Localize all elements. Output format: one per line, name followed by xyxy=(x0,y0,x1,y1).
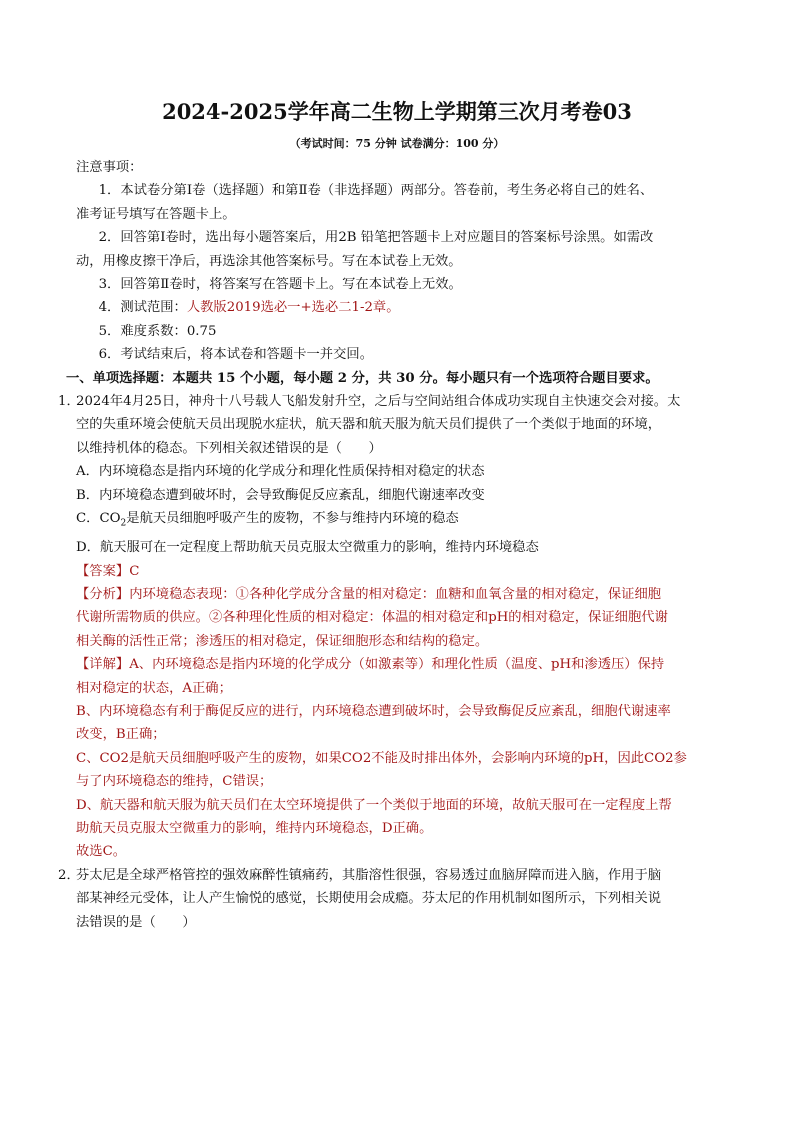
conclusion-line: 故选C。 xyxy=(76,844,127,860)
detail-line-a1 xyxy=(72,653,722,676)
detail-line-c1: C、CO2是航天员细胞呼吸产生的废物，如果CO2不能及时排出体外，会影响内环境的pH，因此CO2参 xyxy=(76,750,687,766)
option-c-text: C．CO xyxy=(76,511,121,527)
analysis-tag: 【分析】 xyxy=(76,586,130,602)
answer-tag: 【答案】 xyxy=(76,563,130,579)
detail-text: A、内环境稳态是指内环境的化学成分（如激素等）和理化性质（温度、pH和渗透压）保持 xyxy=(129,657,665,673)
exam-info: （考试时间：75 分钟 试卷满分：100 分） xyxy=(289,137,505,150)
detail-line-d1: D、航天器和航天服为航天员们在太空环境提供了一个类似于地面的环境，故航天服可在一定程度上帮 xyxy=(76,797,672,813)
option-d: D．航天服可在一定程度上帮助航天员克服太空微重力的影响，维持内环境稳态 xyxy=(76,540,539,556)
question-2-stem-line-2: 部某神经元受体，让人产生愉悦的感觉，长期使用会成瘾。芬太尼的作用机制如图所示，下列相关说 xyxy=(76,891,662,907)
question-number: 1． xyxy=(58,394,80,410)
notice-item-4-prefix: 4．测试范围： xyxy=(98,300,187,316)
notice-heading: 注意事项： xyxy=(76,160,143,175)
detail-line-a2: 相对稳定的状态，A正确； xyxy=(76,680,232,696)
question-number: 2． xyxy=(58,867,80,883)
notice-item-1: 1．本试卷分第Ⅰ卷（选择题）和第Ⅱ卷（非选择题）两部分。答卷前，考生务必将自己的姓名、 xyxy=(98,183,654,199)
analysis-text: 内环境稳态表现：①各种化学成分含量的相对稳定：血糖和血氧含量的相对稳定，保证细胞 xyxy=(129,586,662,602)
document-body xyxy=(58,156,722,934)
question-2-stem-line-3: 法错误的是（ ） xyxy=(76,914,196,930)
analysis-line-3: 相关酶的活性正常；渗透压的相对稳定，保证细胞形态和结构的稳定。 xyxy=(76,633,489,649)
question-2-stem-line: 芬太尼是全球严格管控的强效麻醉性镇痛药，其脂溶性很强，容易透过血脑屏障而进入脑，作用于脑 xyxy=(76,867,662,883)
notice-item-3: 3．回答第Ⅱ卷时，将答案写在答题卡上。写在本试卷上无效。 xyxy=(98,277,462,293)
detail-line-c2: 与了内环境稳态的维持，C错误； xyxy=(76,774,273,790)
detail-line-d2: 助航天员克服太空微重力的影响，维持内环境稳态，D正确。 xyxy=(76,821,433,837)
question-1-stem-line-3: 以维持机体的稳态。下列相关叙述错误的是（ ） xyxy=(76,440,382,456)
question-1 xyxy=(58,390,722,864)
answer-value: C xyxy=(129,563,140,579)
question-2 xyxy=(58,864,722,934)
question-1-stem-line: 2024年4月25日，神舟十八号载人飞船发射升空，之后与空间站组合体成功实现自主快速交会对接。太 xyxy=(76,394,681,410)
detail-line-b1: B、内环境稳态有利于酶促反应的进行，内环境稳态遭到破坏时，会导致酶促反应紊乱，细胞代谢速率 xyxy=(76,704,671,719)
analysis-line-1 xyxy=(72,583,722,606)
notice-item-5: 5．难度系数：0.75 xyxy=(98,323,217,339)
subscript: 2 xyxy=(120,518,127,529)
notice-item-6: 6．考试结束后，将本试卷和答题卡一并交回。 xyxy=(98,347,373,363)
question-1-stem xyxy=(58,390,722,413)
question-1-stem-line-2: 空的失重环境会使航天员出现脱水症状，航天器和航天服为航天员们提供了一个类似于地面的环境， xyxy=(76,417,662,433)
option-a: A．内环境稳态是指内环境的化学成分和理化性质保持相对稳定的状态 xyxy=(76,464,485,480)
detail-line-b2: 改变，B正确； xyxy=(76,727,166,743)
notice-item-2: 2．回答第Ⅰ卷时，选出每小题答案后，用2B 铅笔把答题卡上对应题目的答案标号涂黑。如需改 xyxy=(98,230,654,246)
option-c-text-rest: 是航天员细胞呼吸产生的废物，不参与维持内环境的稳态 xyxy=(126,511,459,527)
question-2-stem xyxy=(58,864,722,887)
test-scope: 人教版2019选必一+选必二1-2章。 xyxy=(186,300,400,316)
option-b: B．内环境稳态遭到破坏时，会导致酶促反应紊乱，细胞代谢速率改变 xyxy=(76,487,485,503)
answer-line xyxy=(72,560,722,583)
notice-item-2-cont: 动，用橡皮擦干净后，再选涂其他答案标号。写在本试卷上无效。 xyxy=(76,253,462,269)
notice-item-4 xyxy=(72,296,722,319)
option-c xyxy=(72,507,722,536)
section-heading: 一、单项选择题：本题共 15 个小题，每小题 2 分，共 30 分。每小题只有一个选项符合题目要求。 xyxy=(66,370,659,386)
page-title: 2024-2025学年高二生物上学期第三次月考卷03 xyxy=(162,99,632,124)
notice-item-1-cont: 准考证号填写在答题卡上。 xyxy=(76,206,236,222)
detail-tag: 【详解】 xyxy=(76,657,130,673)
analysis-line-2: 代谢所需物质的供应。②各种理化性质的相对稳定：体温的相对稳定和pH的相对稳定，保证细胞代谢 xyxy=(76,610,668,626)
